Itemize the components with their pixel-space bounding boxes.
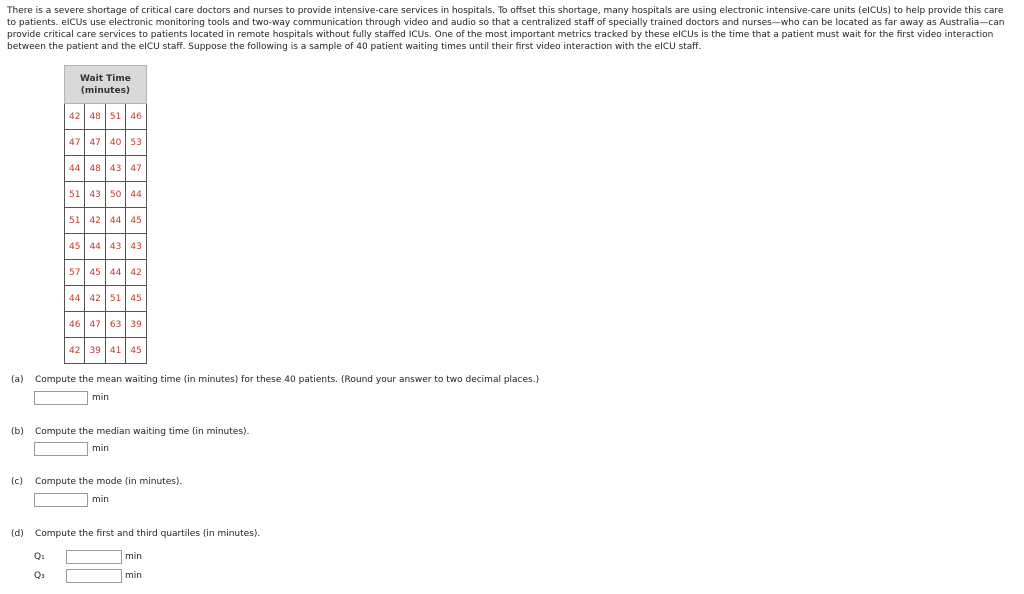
table-cell: 42 — [65, 338, 85, 364]
table-cell: 46 — [65, 312, 85, 338]
table-cell: 39 — [126, 312, 146, 338]
table-cell: 51 — [105, 104, 125, 130]
q3-unit: min — [125, 571, 142, 581]
table-cell: 44 — [85, 234, 105, 260]
table-cell: 47 — [85, 312, 105, 338]
mean-unit: min — [92, 393, 109, 403]
table-cell: 63 — [105, 312, 125, 338]
question-b-label: (b) — [11, 427, 24, 437]
median-input[interactable] — [34, 442, 88, 456]
mean-input[interactable] — [34, 391, 88, 405]
question-c-label: (c) — [11, 477, 23, 487]
mode-input[interactable] — [34, 493, 88, 507]
q3-input[interactable] — [66, 569, 122, 583]
question-c — [11, 477, 182, 487]
table-cell: 51 — [65, 208, 85, 234]
mode-unit: min — [92, 495, 109, 505]
table-cell: 40 — [105, 130, 125, 156]
question-d-text: Compute the first and third quartiles (in minutes). — [35, 529, 261, 539]
table-cell: 42 — [85, 286, 105, 312]
table-cell: 51 — [105, 286, 125, 312]
table-row — [65, 234, 147, 260]
table-cell: 43 — [126, 234, 146, 260]
table-row — [65, 182, 147, 208]
q3-label: Q₃ — [34, 571, 45, 581]
table-cell: 43 — [105, 234, 125, 260]
table-cell: 45 — [65, 234, 85, 260]
table-cell: 51 — [65, 182, 85, 208]
table-cell: 47 — [85, 130, 105, 156]
table-cell: 44 — [105, 260, 125, 286]
question-a-text: Compute the mean waiting time (in minutes) for these 40 patients. (Round your answer to two decimal places.) — [35, 375, 540, 385]
table-cell: 47 — [65, 130, 85, 156]
table-cell: 53 — [126, 130, 146, 156]
q1-row — [34, 550, 142, 564]
table-cell: 42 — [126, 260, 146, 286]
table-cell: 43 — [85, 182, 105, 208]
q1-unit: min — [125, 552, 142, 562]
table-cell: 42 — [85, 208, 105, 234]
table-row — [65, 286, 147, 312]
table-row — [65, 260, 147, 286]
question-d — [11, 529, 260, 539]
table-cell: 48 — [85, 104, 105, 130]
table-cell: 57 — [65, 260, 85, 286]
median-unit: min — [92, 444, 109, 454]
q3-row — [34, 569, 142, 583]
table-cell: 44 — [65, 286, 85, 312]
table-cell: 45 — [126, 338, 146, 364]
problem-intro: There is a severe shortage of critical care doctors and nurses to provide intensive-care services in hospitals. To offset this shortage, many hospitals are using electronic intensive-care units (eICUs) to help provide this care to patients. eICUs use electronic monitoring tools and two-way communication through video and audio so that a centralized staff of specially trained doctors and nurses—who can be located as far away as Australia—can provide critical care services to patients located in remote hospitals without fully staffed ICUs. One of the most important metrics tracked by these eICUs is the time that a patient must wait for the first video interaction between the patient and the eICU staff. Suppose the following is a sample of 40 patient waiting times until their first video interaction with the eICU staff. — [7, 6, 1005, 52]
question-a-label: (a) — [11, 375, 24, 385]
table-cell: 45 — [126, 286, 146, 312]
table-cell: 48 — [85, 156, 105, 182]
table-cell: 42 — [65, 104, 85, 130]
table-cell: 47 — [126, 156, 146, 182]
table-row — [65, 156, 147, 182]
table-cell: 41 — [105, 338, 125, 364]
answer-c — [34, 493, 109, 507]
question-b-text: Compute the median waiting time (in minutes). — [35, 427, 250, 437]
table-cell: 46 — [126, 104, 146, 130]
q1-input[interactable] — [66, 550, 122, 564]
question-d-label: (d) — [11, 529, 24, 539]
table-row — [65, 312, 147, 338]
table-row — [65, 104, 147, 130]
question-c-text: Compute the mode (in minutes). — [35, 477, 183, 487]
answer-b — [34, 442, 109, 456]
answer-a — [34, 391, 109, 405]
table-cell: 45 — [126, 208, 146, 234]
table-cell: 50 — [105, 182, 125, 208]
table-row — [65, 338, 147, 364]
table-header — [65, 66, 147, 104]
table-cell: 44 — [65, 156, 85, 182]
table-cell: 45 — [85, 260, 105, 286]
q1-label: Q₁ — [34, 552, 45, 562]
question-a — [11, 375, 539, 385]
table-row — [65, 208, 147, 234]
table-cell: 44 — [105, 208, 125, 234]
header-line-1: Wait Time — [79, 73, 131, 84]
question-b — [11, 427, 249, 437]
table-cell: 44 — [126, 182, 146, 208]
header-line-2: (minutes) — [80, 85, 131, 96]
table-cell: 39 — [85, 338, 105, 364]
wait-time-table — [64, 65, 147, 364]
table-cell: 43 — [105, 156, 125, 182]
table-row — [65, 130, 147, 156]
